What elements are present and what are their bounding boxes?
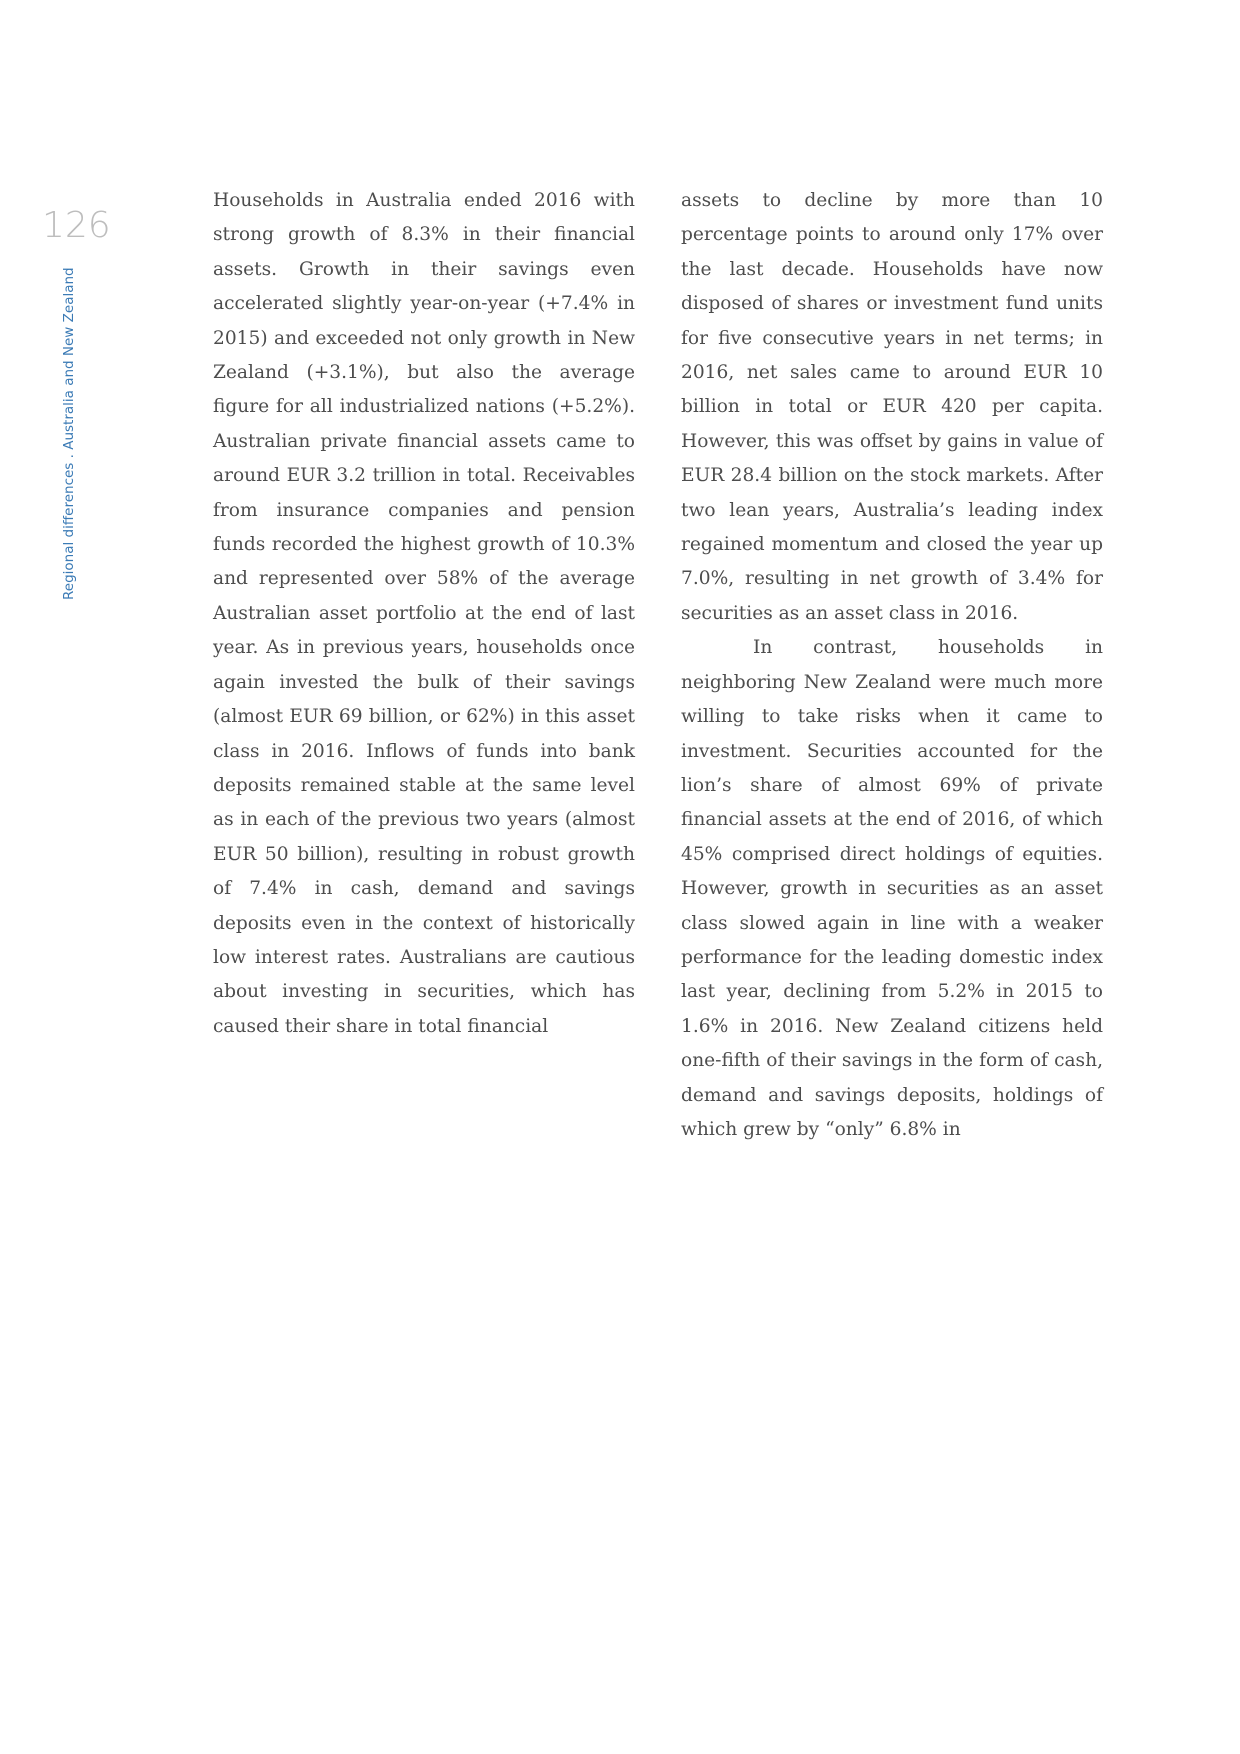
running-head: Regional differences . Australia and New Zealand	[61, 267, 77, 600]
left-column	[213, 184, 635, 1044]
page-number: 126	[42, 205, 111, 246]
right-paragraph-1: assets to decline by more than 10 percentage points to around only 17% over the last decade. Households have now disposed of shares or investment fund units for five consecutive years in net terms; in 2016, net sales came to around EUR 10 billion in total or EUR 420 per capita. However, this was offset by gains in value of EUR 28.4 billion on the stock markets. After two lean years, Australia’s leading index regained momentum and closed the year up 7.0%, resulting in net growth of 3.4% for securities as an asset class in 2016.	[681, 190, 1103, 624]
left-paragraph-1: Households in Australia ended 2016 with strong growth of 8.3% in their financial assets. Growth in their savings even accelerated slightly year-on-year (+7.4% in 2015) and exceeded not only growth in New Zealand (+3.1%), but also the average figure for all industrialized nations (+5.2%). Australian private financial assets came to around EUR 3.2 trillion in total. Receivables from insurance companies and pension funds recorded the highest growth of 10.3% and represented over 58% of the average Australian asset portfolio at the end of last year. As in previous years, households once again invested the bulk of their savings (almost EUR 69 billion, or 62%) in this asset class in 2016. Inflows of funds into bank deposits remained stable at the same level as in each of the previous two years (almost EUR 50 billion), resulting in robust growth of 7.4% in cash, demand and savings deposits even in the context of historically low interest rates. Australians are cautious about investing in securities, which has caused their share in total financial	[213, 190, 635, 1037]
right-paragraph-2: In contrast, households in neighboring New Zealand were much more willing to take risks when it came to investment. Securities accounted for the lion’s share of almost 69% of private financial assets at the end of 2016, of which 45% comprised direct holdings of equities. However, growth in securities as an asset class slowed again in line with a weaker performance for the leading domestic index last year, declining from 5.2% in 2015 to 1.6% in 2016. New Zealand citizens held one-fifth of their savings in the form of cash, demand and savings deposits, holdings of which grew by “only” 6.8% in	[681, 637, 1103, 1140]
right-column	[681, 184, 1103, 1147]
